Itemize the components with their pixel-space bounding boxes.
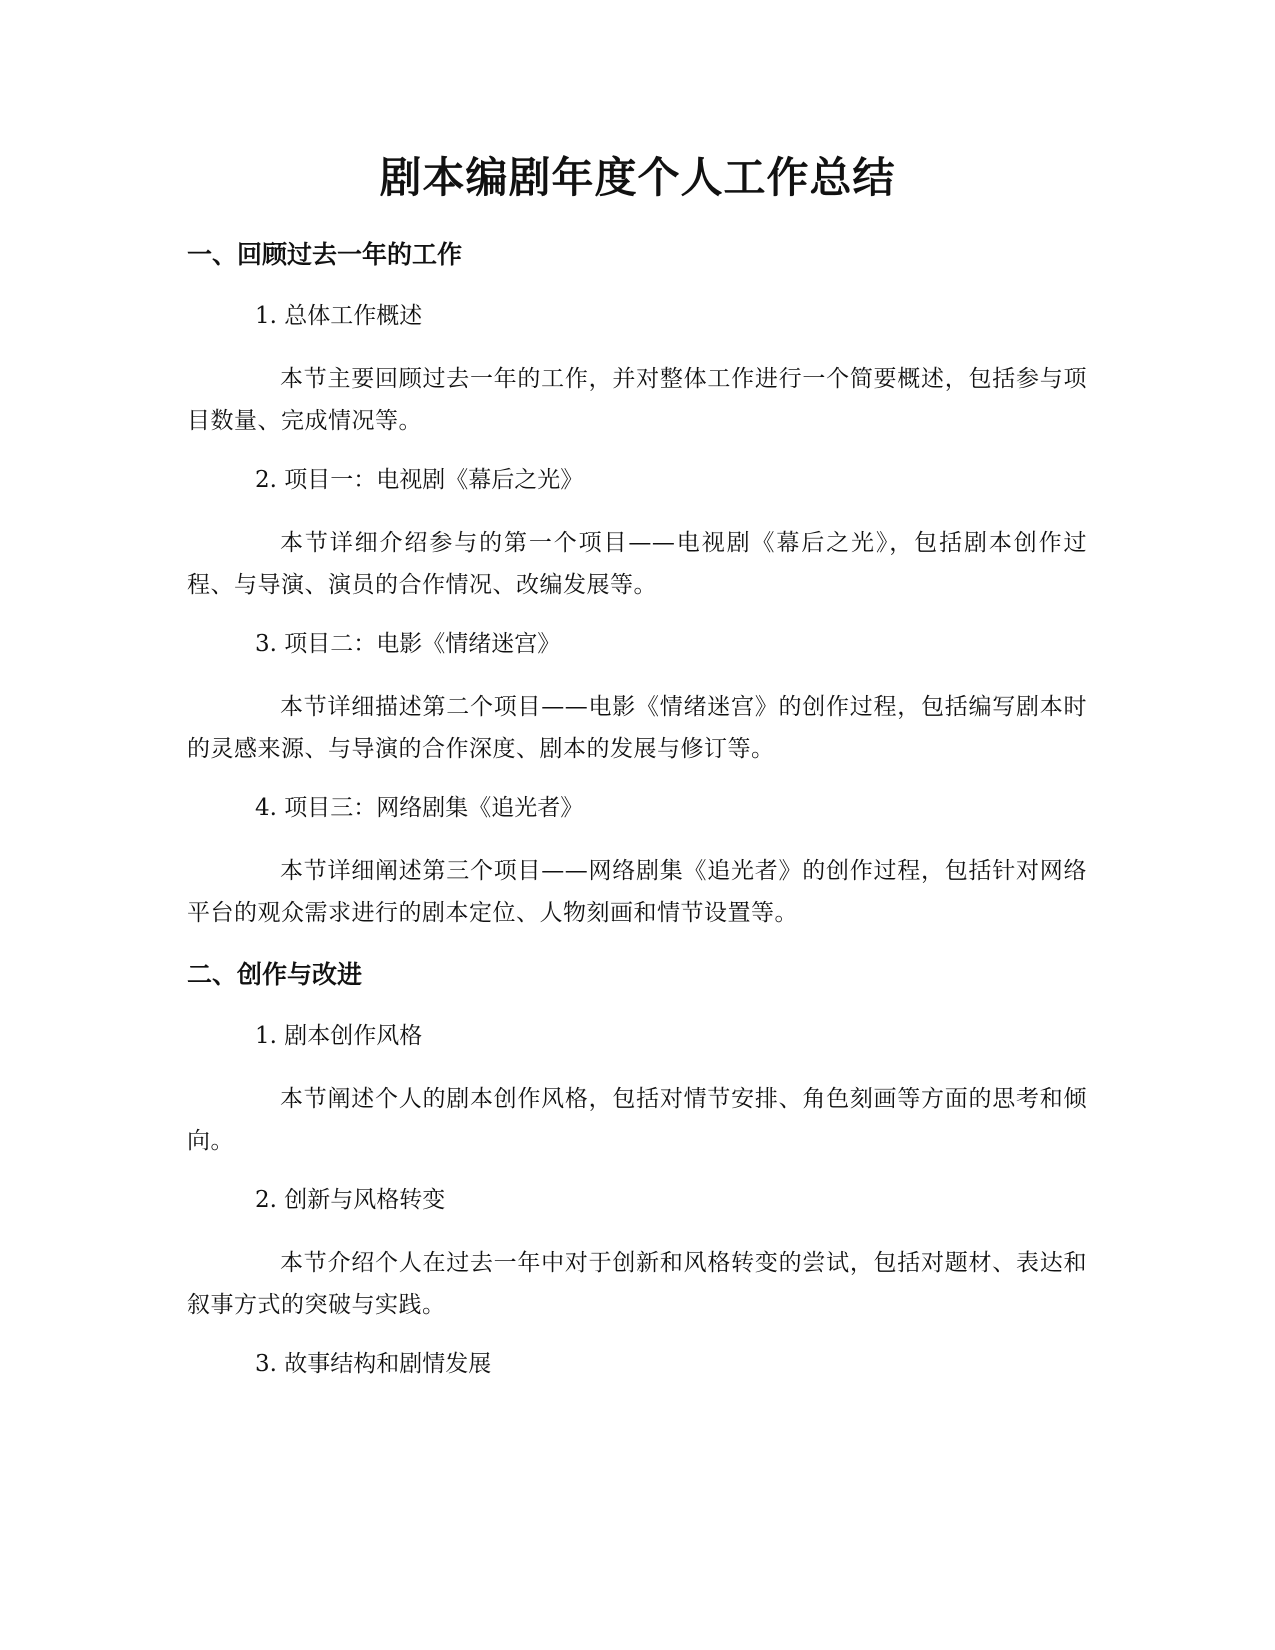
body-paragraph: 本节详细描述第二个项目——电影《情绪迷宫》的创作过程，包括编写剧本时的灵感来源、与导演的合作深度、剧本的发展与修订等。 <box>187 694 1087 762</box>
subsection-heading: 4. 项目三：网络剧集《追光者》 <box>255 795 584 821</box>
body-paragraph: 本节介绍个人在过去一年中对于创新和风格转变的尝试，包括对题材、表达和叙事方式的突破与实践。 <box>187 1250 1087 1318</box>
document-title: 剧本编剧年度个人工作总结 <box>379 153 896 202</box>
body-paragraph: 本节主要回顾过去一年的工作，并对整体工作进行一个简要概述，包括参与项目数量、完成情况等。 <box>187 366 1087 434</box>
subsection-heading: 1. 剧本创作风格 <box>255 1023 423 1049</box>
body-paragraph: 本节详细介绍参与的第一个项目——电视剧《幕后之光》，包括剧本创作过程、与导演、演员的合作情况、改编发展等。 <box>187 530 1087 598</box>
subsection-heading: 3. 故事结构和剧情发展 <box>255 1351 492 1377</box>
section-heading: 一、回顾过去一年的工作 <box>187 240 463 269</box>
section-heading: 二、创作与改进 <box>187 960 363 989</box>
body-paragraph: 本节详细阐述第三个项目——网络剧集《追光者》的创作过程，包括针对网络平台的观众需求进行的剧本定位、人物刻画和情节设置等。 <box>187 858 1087 926</box>
subsection-heading: 1. 总体工作概述 <box>255 303 423 329</box>
subsection-heading: 3. 项目二：电影《情绪迷宫》 <box>255 631 561 657</box>
body-paragraph: 本节阐述个人的剧本创作风格，包括对情节安排、角色刻画等方面的思考和倾向。 <box>187 1086 1087 1154</box>
subsection-heading: 2. 创新与风格转变 <box>255 1187 446 1213</box>
subsection-heading: 2. 项目一：电视剧《幕后之光》 <box>255 467 584 493</box>
